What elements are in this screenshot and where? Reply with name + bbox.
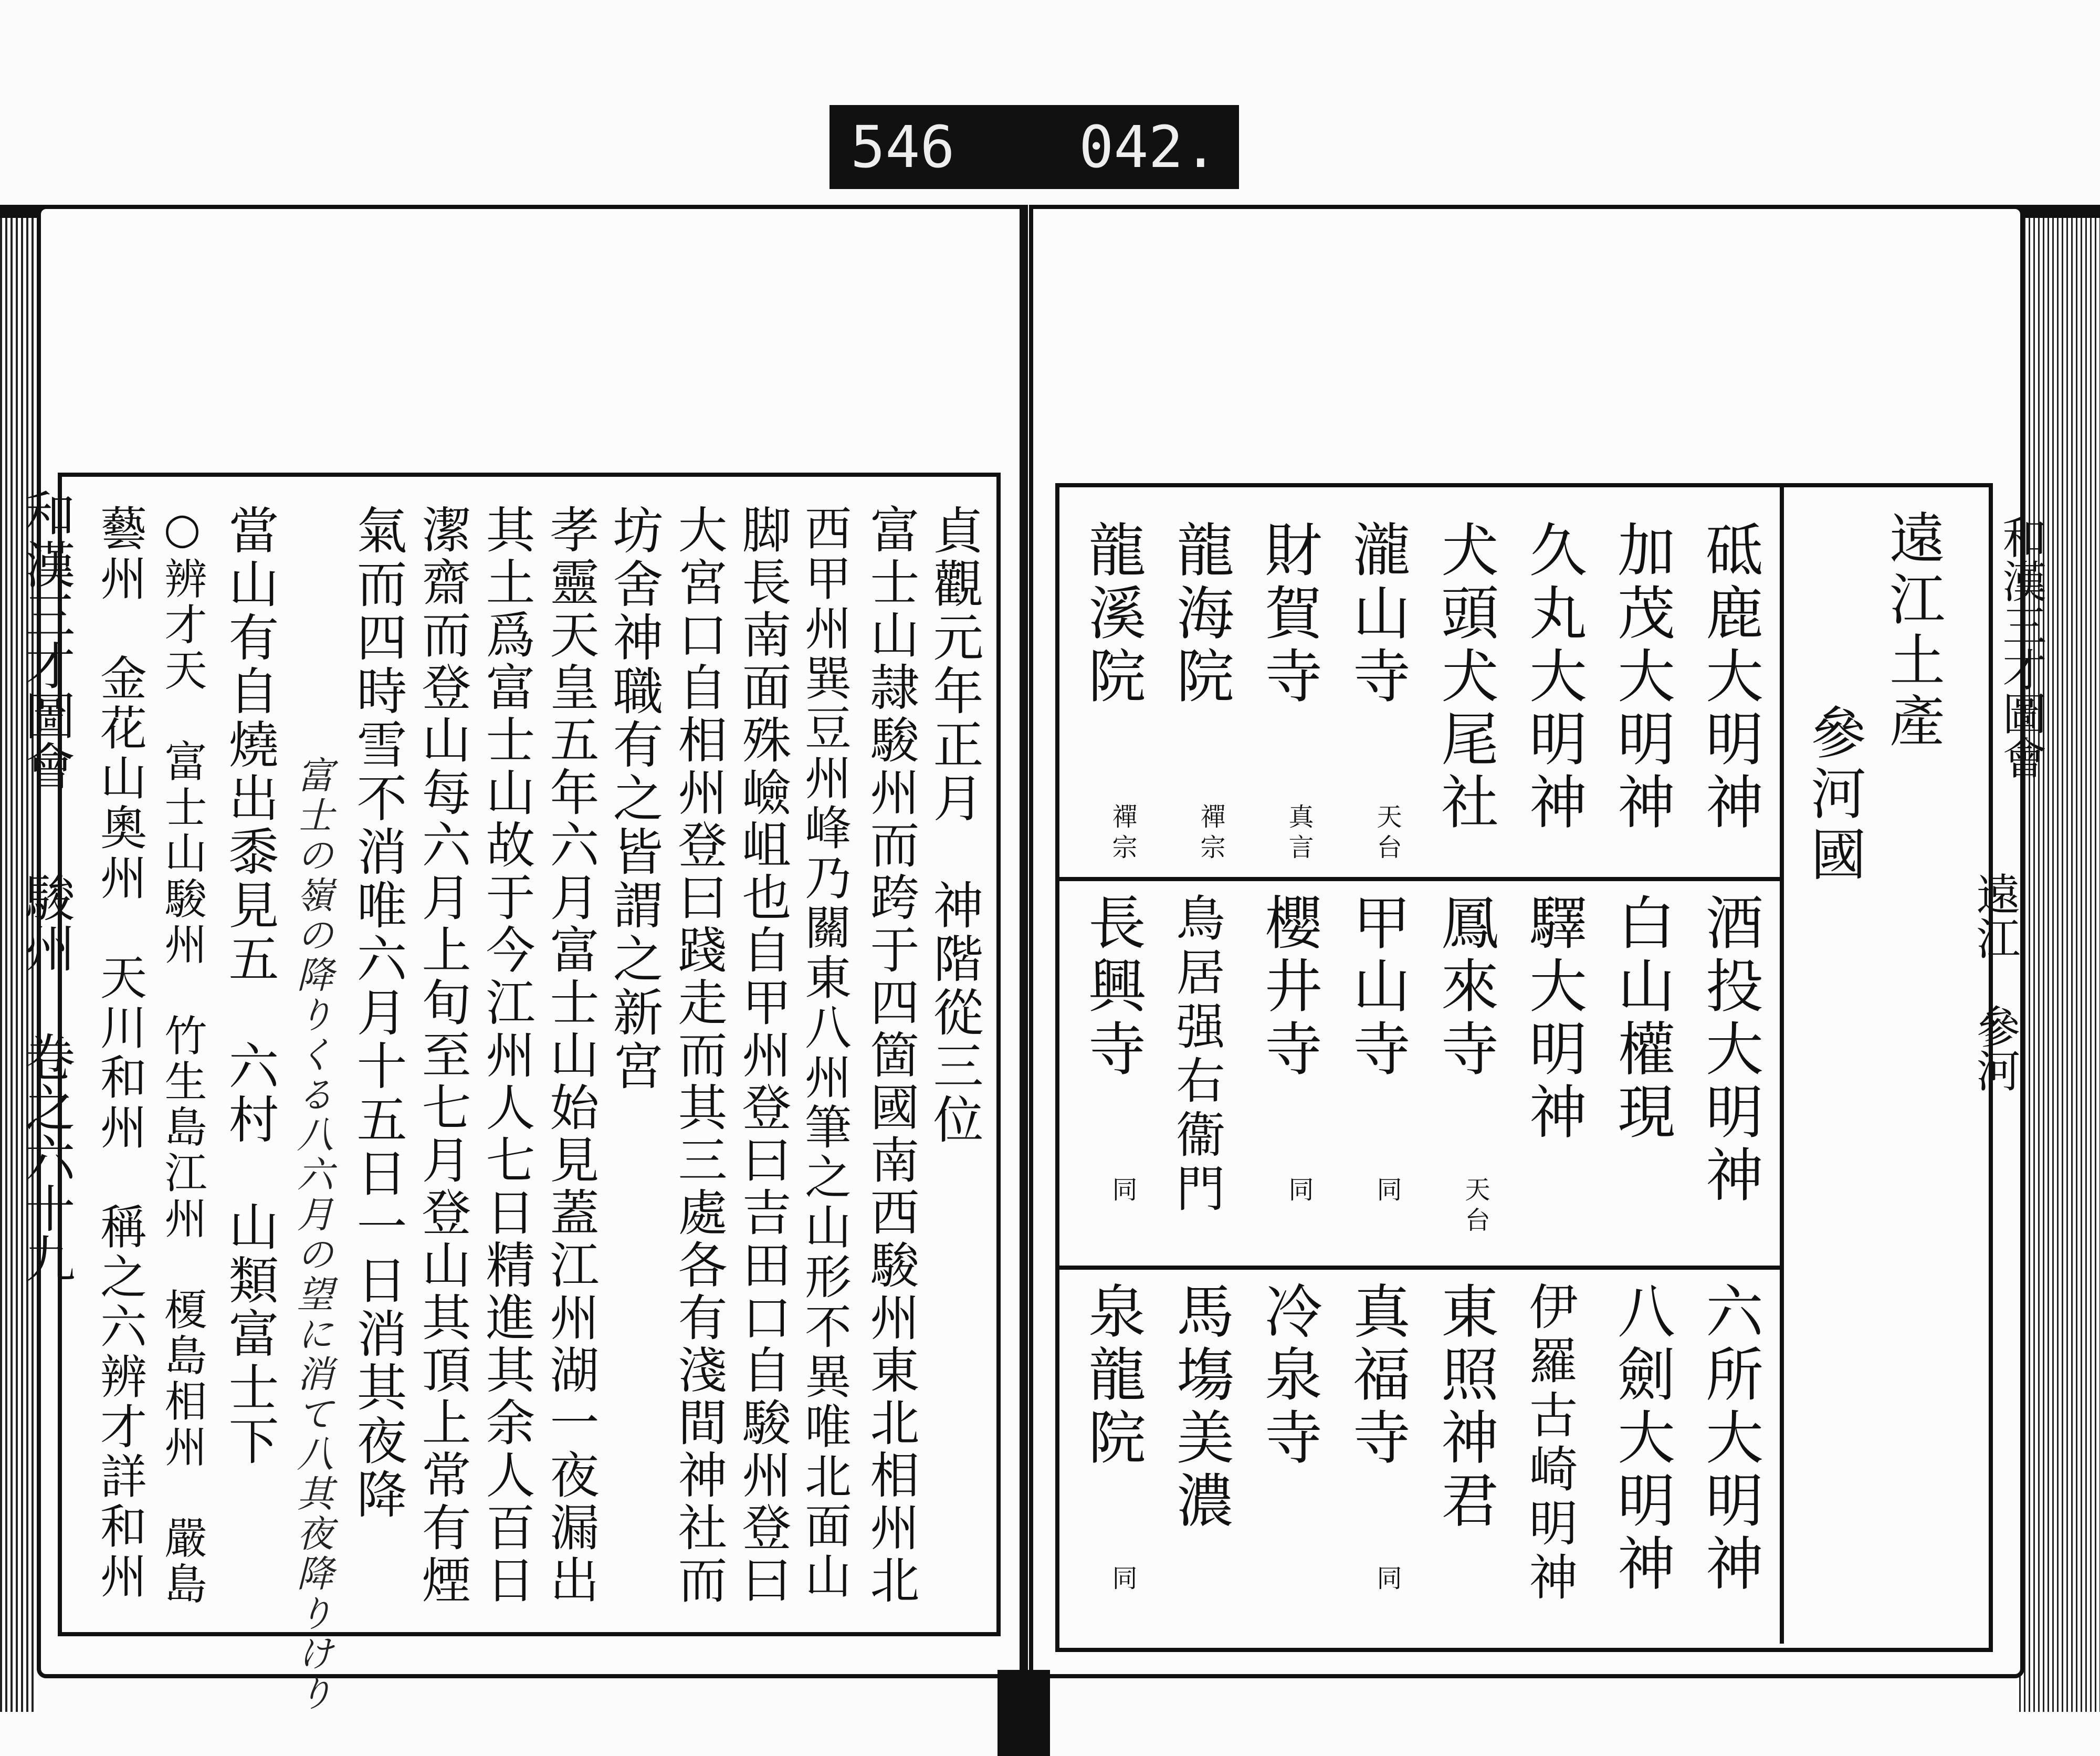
- table-cell-name: 真福寺: [1343, 1281, 1411, 1470]
- left-text-column: 藝州 金花山奧州 天川和州 稱之六辨才詳和州: [93, 504, 148, 1602]
- tag-number-left: 546: [850, 113, 955, 181]
- table-cell-name: 六所大明神: [1696, 1281, 1763, 1596]
- left-text-column: 脚長南面殊嶮岨也自甲州登曰吉田口自駿州登曰: [733, 504, 791, 1607]
- table-cell-note: 同: [1284, 1176, 1314, 1207]
- right-page-edges: [2016, 205, 2100, 1712]
- left-text-column: 貞觀元年正月 神階從三位: [925, 504, 984, 1147]
- heading-title: 遠江土產: [1881, 509, 1945, 753]
- table-cell-name: 驛大明神: [1520, 893, 1587, 1145]
- table-row-divider-2: [1055, 1266, 1780, 1270]
- table-cell-note: 天台: [1461, 1176, 1490, 1237]
- left-text-column: 當山有自燒出黍見五 六村 山類富士下: [220, 504, 279, 1468]
- table-cell-note: 天台: [1372, 803, 1402, 864]
- left-text-column: 富士山隷駿州而跨于四箇國南西駿州東北相州北: [862, 504, 919, 1607]
- book-spine: [1020, 205, 1028, 1670]
- table-cell-name: 龍海院: [1167, 520, 1234, 709]
- table-cell-name: 久丸大明神: [1520, 520, 1587, 835]
- table-cell-name: 酒投大明神: [1696, 893, 1763, 1208]
- table-cell-name: 長興寺: [1079, 893, 1146, 1082]
- table-cell-note: 真言: [1284, 803, 1314, 864]
- left-text-column: 潔齋而登山每六月上旬至七月登山其頂上常有煙: [413, 504, 470, 1607]
- table-cell-name: 櫻井寺: [1255, 893, 1322, 1082]
- table-cell-name: 伊羅古崎明神: [1521, 1281, 1578, 1606]
- left-margin-section: 駿州 卷之六十九: [17, 872, 76, 1283]
- left-text-column: ○辨才天 富士山駿州 竹生島江州 榎島相州 嚴島: [158, 504, 207, 1607]
- table-cell-note: 同: [1372, 1176, 1402, 1207]
- left-text-column: 富士の嶺の降りくる八六月の望に消て八其夜降りけり: [291, 756, 334, 1714]
- right-margin-note: 和漢三才圖會: [1996, 515, 2047, 779]
- table-cell-name: 瀧山寺: [1343, 520, 1411, 709]
- spine-tie: [998, 1670, 1050, 1756]
- left-text-column: 坊舍神職有之皆謂之新宮: [605, 504, 664, 1093]
- table-cell-name: 財賀寺: [1255, 520, 1322, 709]
- table-cell-note: 同: [1108, 1176, 1137, 1207]
- table-cell-name: 甲山寺: [1343, 893, 1411, 1082]
- table-cell-name: 八劍大明神: [1608, 1281, 1675, 1596]
- left-text-column: 氣而四時雪不消唯六月十五日一日消其夜降: [349, 504, 407, 1522]
- tag-number-right: 042.: [1079, 113, 1218, 181]
- left-text-column: 孝靈天皇五年六月富士山始見蓋江州湖一夜漏出: [541, 504, 598, 1607]
- table-row-divider-1: [1055, 877, 1780, 881]
- table-cell-note: 禪宗: [1108, 803, 1137, 864]
- table-cell-name: 馬塲美濃: [1167, 1281, 1234, 1533]
- table-cell-name: 冷泉寺: [1255, 1281, 1322, 1470]
- right-margin-section: 遠江 參河: [1969, 872, 2021, 1092]
- table-cell-name: 加茂大明神: [1608, 520, 1675, 835]
- left-text-column: 西甲州巽豆州峰乃關東八州筆之山形不異唯北面山: [797, 504, 852, 1602]
- left-text-column: 其土爲富士山故于今江州人七日精進其余人百日: [477, 504, 534, 1607]
- table-cell-name: 白山權現: [1608, 893, 1675, 1145]
- table-cell-name: 東照神君: [1432, 1281, 1499, 1533]
- table-cell-name: 犬頭犬尾社: [1432, 520, 1499, 835]
- table-cell-note: 禪宗: [1196, 803, 1225, 864]
- left-margin-title: 和漢三才圖會: [17, 488, 76, 791]
- table-cell-name: 泉龍院: [1079, 1281, 1146, 1470]
- archive-number-tag: [830, 105, 1239, 189]
- table-heading-divider: [1780, 483, 1784, 1644]
- table-cell-name: 砥鹿大明神: [1696, 520, 1763, 835]
- left-text-column: 大宮口自相州登曰踐走而其三處各有淺間神社而: [669, 504, 727, 1607]
- table-cell-name: 鳳來寺: [1432, 893, 1499, 1082]
- table-cell-note: 同: [1108, 1565, 1137, 1595]
- table-cell-note: 同: [1372, 1565, 1402, 1595]
- table-cell-name: 龍溪院: [1079, 520, 1146, 709]
- heading-subtitle: 參河國: [1802, 704, 1866, 886]
- table-cell-name: 鳥居强右衞門: [1168, 893, 1225, 1217]
